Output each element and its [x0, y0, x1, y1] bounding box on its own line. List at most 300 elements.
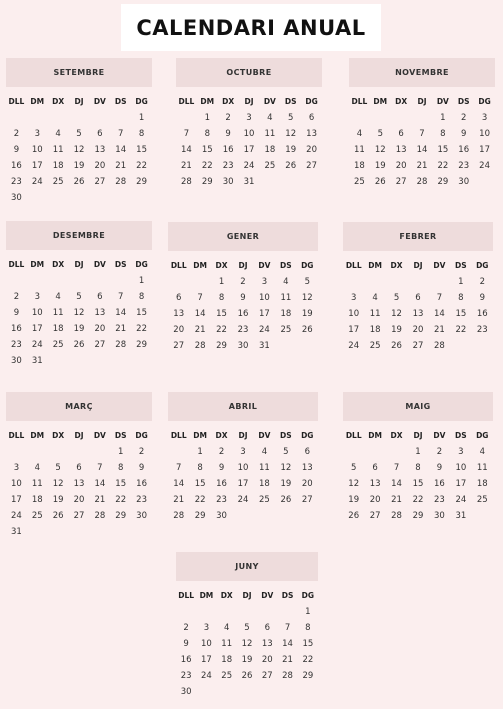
- day-cell: 22: [201, 161, 213, 171]
- day-cell: 28: [391, 511, 402, 521]
- day-cell: 18: [221, 655, 233, 665]
- day-cell: 22: [194, 495, 206, 505]
- day-cell: 16: [180, 655, 192, 665]
- day-cell: 12: [348, 479, 360, 489]
- day-cell: 6: [97, 129, 103, 139]
- day-cell: 15: [216, 309, 227, 319]
- day-cell: 21: [115, 324, 127, 334]
- day-cell: 30: [434, 511, 445, 521]
- day-cell: 2: [13, 292, 20, 302]
- day-cell: 1: [305, 607, 311, 617]
- weekday-label: DLL: [8, 431, 25, 440]
- day-cell: 30: [222, 177, 234, 187]
- day-cell: 12: [301, 293, 313, 303]
- weekday-label: DS: [114, 97, 127, 106]
- empty-cell: [48, 110, 69, 126]
- day-cell: 27: [73, 511, 85, 521]
- month-block: [176, 58, 322, 190]
- weekday-label: DG: [135, 260, 148, 269]
- day-cell: 20: [94, 324, 106, 334]
- day-cell: 3: [203, 623, 210, 633]
- day-cell: 21: [94, 495, 106, 505]
- day-cell: 6: [76, 463, 82, 473]
- month-header: NOVEMBRE: [349, 58, 495, 87]
- calendar-title-box: [121, 4, 381, 51]
- day-cell: 22: [136, 161, 147, 171]
- day-cell: 19: [301, 309, 313, 319]
- day-cell: 31: [11, 527, 22, 537]
- weekday-label: DJ: [244, 97, 254, 106]
- day-cell: 27: [369, 511, 381, 521]
- weekday-label: DG: [476, 431, 489, 440]
- weekday-label: DV: [261, 591, 274, 600]
- month-header: JUNY: [176, 552, 318, 581]
- day-cell: 28: [181, 177, 192, 187]
- day-cell: 25: [476, 495, 488, 505]
- empty-cell: [364, 274, 385, 290]
- day-cell: 19: [241, 655, 253, 665]
- day-cell: 17: [237, 479, 249, 489]
- day-cell: 8: [118, 463, 124, 473]
- day-cell: 23: [136, 495, 147, 505]
- day-cell: 30: [216, 511, 227, 521]
- day-cell: 26: [285, 161, 297, 171]
- day-cell: 24: [31, 340, 43, 350]
- day-cell: 13: [173, 309, 185, 319]
- day-cell: 11: [354, 145, 365, 155]
- empty-cell: [48, 273, 69, 289]
- day-cell: 6: [176, 293, 182, 303]
- day-cell: 17: [348, 325, 360, 335]
- empty-cell: [6, 110, 27, 126]
- weekday-label: DV: [93, 431, 106, 440]
- day-cell: 12: [280, 463, 292, 473]
- day-cell: 7: [284, 623, 291, 633]
- day-cell: 8: [305, 623, 311, 633]
- day-cell: 28: [115, 340, 127, 350]
- month-grid: [168, 258, 318, 354]
- day-cell: 24: [11, 511, 22, 521]
- day-cell: 15: [136, 308, 147, 318]
- month-header: GENER: [168, 222, 318, 251]
- day-cell: 10: [259, 293, 270, 303]
- day-cell: 23: [11, 177, 22, 187]
- month-block: [6, 392, 152, 540]
- empty-cell: [69, 444, 90, 460]
- day-cell: 30: [11, 356, 22, 366]
- day-cell: 4: [223, 623, 230, 633]
- day-cell: 16: [476, 309, 488, 319]
- day-cell: 6: [415, 293, 421, 303]
- day-cell: 4: [34, 463, 40, 473]
- day-cell: 17: [479, 145, 490, 155]
- day-cell: 19: [73, 324, 85, 334]
- weekday-label: DG: [135, 97, 148, 106]
- day-cell: 9: [461, 129, 467, 139]
- day-cell: 18: [52, 324, 64, 334]
- day-cell: 12: [73, 308, 85, 318]
- day-cell: 2: [225, 113, 231, 123]
- day-cell: 4: [356, 129, 363, 139]
- day-cell: 30: [237, 341, 249, 351]
- day-cell: 19: [285, 145, 297, 155]
- day-cell: 9: [138, 463, 145, 473]
- day-cell: 13: [261, 639, 273, 649]
- day-cell: 1: [138, 113, 145, 123]
- day-cell: 25: [31, 511, 43, 521]
- day-cell: 2: [479, 277, 485, 287]
- day-cell: 20: [173, 325, 185, 335]
- empty-cell: [6, 444, 27, 460]
- empty-cell: [69, 273, 90, 289]
- day-cell: 24: [479, 161, 490, 171]
- weekday-label: DLL: [170, 431, 187, 440]
- empty-cell: [343, 274, 364, 290]
- day-cell: 10: [348, 309, 360, 319]
- day-cell: 17: [243, 145, 255, 155]
- empty-cell: [349, 110, 370, 126]
- empty-cell: [343, 444, 364, 460]
- day-cell: 6: [372, 463, 378, 473]
- day-cell: 13: [94, 145, 106, 155]
- day-cell: 22: [302, 655, 314, 665]
- day-cell: 15: [437, 145, 449, 155]
- month-grid: [6, 94, 152, 206]
- day-cell: 30: [180, 687, 192, 697]
- empty-cell: [6, 273, 27, 289]
- day-cell: 9: [479, 293, 485, 303]
- month-block: [6, 58, 152, 206]
- day-cell: 24: [31, 177, 43, 187]
- weekday-label: DX: [390, 261, 403, 270]
- weekday-label: DG: [135, 431, 148, 440]
- empty-cell: [386, 274, 407, 290]
- weekday-label: DJ: [238, 431, 248, 440]
- day-cell: 7: [118, 292, 124, 302]
- empty-cell: [168, 444, 189, 460]
- day-cell: 1: [218, 277, 225, 287]
- day-cell: 10: [201, 639, 212, 649]
- day-cell: 13: [301, 463, 313, 473]
- weekday-label: DLL: [178, 591, 195, 600]
- day-cell: 9: [13, 145, 20, 155]
- day-cell: 14: [416, 145, 428, 155]
- day-cell: 11: [52, 145, 64, 155]
- empty-cell: [48, 444, 69, 460]
- day-cell: 15: [302, 639, 314, 649]
- day-cell: 26: [52, 511, 64, 521]
- day-cell: 6: [308, 113, 315, 123]
- day-cell: 9: [225, 129, 231, 139]
- day-cell: 11: [221, 639, 233, 649]
- day-cell: 29: [302, 671, 314, 681]
- day-cell: 14: [194, 309, 206, 319]
- weekday-label: DX: [215, 261, 228, 270]
- day-cell: 13: [73, 479, 85, 489]
- day-cell: 25: [52, 177, 64, 187]
- weekday-label: DLL: [345, 261, 362, 270]
- day-cell: 18: [354, 161, 365, 171]
- empty-cell: [110, 273, 131, 289]
- month-header: DESEMBRE: [6, 221, 152, 250]
- page-title: CALENDARI ANUAL: [136, 15, 366, 40]
- day-cell: 9: [183, 639, 189, 649]
- day-cell: 20: [73, 495, 85, 505]
- empty-cell: [407, 274, 428, 290]
- day-cell: 19: [374, 161, 386, 171]
- day-cell: 2: [13, 129, 20, 139]
- day-cell: 16: [222, 145, 234, 155]
- day-cell: 4: [479, 447, 485, 457]
- day-cell: 6: [97, 292, 103, 302]
- day-cell: 21: [115, 161, 127, 171]
- weekday-label: DM: [30, 97, 45, 106]
- weekday-label: DX: [52, 260, 65, 269]
- day-cell: 16: [11, 324, 22, 334]
- day-cell: 29: [136, 340, 147, 350]
- day-cell: 1: [440, 113, 446, 123]
- day-cell: 5: [377, 129, 383, 139]
- day-cell: 9: [218, 463, 225, 473]
- day-cell: 29: [201, 177, 213, 187]
- weekday-label: DS: [114, 431, 127, 440]
- day-cell: 15: [412, 479, 424, 489]
- day-cell: 2: [461, 113, 467, 123]
- month-grid: [6, 428, 152, 540]
- day-cell: 20: [94, 161, 106, 171]
- day-cell: 12: [285, 129, 297, 139]
- month-block: [349, 58, 495, 190]
- weekday-label: DS: [281, 591, 294, 600]
- weekday-label: DS: [284, 97, 297, 106]
- day-cell: 18: [280, 309, 292, 319]
- empty-cell: [217, 604, 237, 620]
- day-cell: 23: [434, 495, 445, 505]
- day-cell: 26: [73, 177, 85, 187]
- weekday-label: DX: [222, 97, 235, 106]
- day-cell: 13: [412, 309, 424, 319]
- day-cell: 27: [94, 177, 106, 187]
- day-cell: 2: [240, 277, 246, 287]
- month-block: [343, 222, 493, 354]
- day-cell: 24: [455, 495, 467, 505]
- day-cell: 5: [351, 463, 357, 473]
- month-grid: [176, 94, 322, 190]
- weekday-label: DM: [200, 97, 215, 106]
- empty-cell: [277, 604, 297, 620]
- day-cell: 19: [52, 495, 64, 505]
- weekday-label: DV: [93, 97, 106, 106]
- weekday-label: DV: [433, 431, 446, 440]
- weekday-label: DG: [301, 431, 314, 440]
- weekday-label: DS: [455, 431, 467, 440]
- day-cell: 17: [455, 479, 467, 489]
- day-cell: 14: [181, 145, 192, 155]
- day-cell: 17: [31, 161, 43, 171]
- day-cell: 8: [440, 129, 446, 139]
- weekday-label: DM: [30, 431, 45, 440]
- day-cell: 7: [183, 129, 190, 139]
- empty-cell: [27, 444, 48, 460]
- day-cell: 29: [136, 177, 147, 187]
- day-cell: 8: [204, 129, 210, 139]
- day-cell: 9: [240, 293, 246, 303]
- weekday-label: DLL: [170, 261, 187, 270]
- day-cell: 4: [261, 447, 268, 457]
- day-cell: 22: [455, 325, 467, 335]
- day-cell: 24: [237, 495, 249, 505]
- weekday-label: DX: [215, 431, 228, 440]
- month-header: MAIG: [343, 392, 493, 421]
- empty-cell: [364, 444, 385, 460]
- month-block: [168, 222, 318, 354]
- day-cell: 29: [194, 511, 206, 521]
- day-cell: 22: [412, 495, 424, 505]
- day-cell: 8: [415, 463, 421, 473]
- day-cell: 15: [455, 309, 467, 319]
- day-cell: 20: [412, 325, 424, 335]
- day-cell: 6: [304, 447, 310, 457]
- day-cell: 3: [246, 113, 252, 123]
- day-cell: 1: [415, 447, 421, 457]
- month-grid: [343, 428, 493, 524]
- day-cell: 8: [458, 293, 464, 303]
- day-cell: 19: [391, 325, 402, 335]
- day-cell: 8: [138, 129, 145, 139]
- day-cell: 23: [237, 325, 249, 335]
- weekday-label: DJ: [74, 431, 84, 440]
- weekday-label: DG: [301, 261, 314, 270]
- day-cell: 10: [237, 463, 249, 473]
- day-cell: 5: [244, 623, 250, 633]
- month-header: MARÇ: [6, 392, 152, 421]
- day-cell: 22: [216, 325, 227, 335]
- weekday-label: DM: [30, 260, 45, 269]
- day-cell: 5: [288, 113, 294, 123]
- day-cell: 8: [197, 463, 203, 473]
- day-cell: 15: [136, 145, 147, 155]
- weekday-label: DX: [52, 431, 65, 440]
- day-cell: 8: [218, 293, 225, 303]
- day-cell: 9: [436, 463, 443, 473]
- day-cell: 3: [13, 463, 20, 473]
- day-cell: 15: [201, 145, 213, 155]
- day-cell: 13: [395, 145, 407, 155]
- day-cell: 20: [261, 655, 273, 665]
- day-cell: 18: [369, 325, 381, 335]
- weekday-label: DLL: [8, 97, 25, 106]
- day-cell: 26: [374, 177, 386, 187]
- day-cell: 7: [393, 463, 400, 473]
- day-cell: 16: [434, 479, 445, 489]
- weekday-label: DS: [455, 261, 467, 270]
- weekday-label: DV: [433, 261, 446, 270]
- day-cell: 29: [115, 511, 127, 521]
- day-cell: 1: [138, 276, 145, 286]
- day-cell: 24: [243, 161, 255, 171]
- day-cell: 23: [11, 340, 22, 350]
- day-cell: 31: [455, 511, 467, 521]
- day-cell: 26: [73, 340, 85, 350]
- day-cell: 25: [354, 177, 365, 187]
- weekday-label: DS: [280, 261, 292, 270]
- day-cell: 16: [136, 479, 147, 489]
- day-cell: 21: [416, 161, 428, 171]
- empty-cell: [110, 110, 131, 126]
- day-cell: 22: [437, 161, 449, 171]
- day-cell: 12: [52, 479, 64, 489]
- month-header: SETEMBRE: [6, 58, 152, 87]
- day-cell: 14: [173, 479, 185, 489]
- day-cell: 14: [115, 145, 127, 155]
- empty-cell: [27, 110, 48, 126]
- day-cell: 10: [11, 479, 22, 489]
- day-cell: 2: [218, 447, 225, 457]
- month-block: [176, 552, 318, 700]
- day-cell: 18: [31, 495, 43, 505]
- day-cell: 3: [458, 447, 464, 457]
- day-cell: 11: [369, 309, 381, 319]
- day-cell: 3: [481, 113, 488, 123]
- weekday-label: DLL: [8, 260, 25, 269]
- day-cell: 5: [76, 129, 82, 139]
- day-cell: 10: [479, 129, 490, 139]
- day-cell: 4: [283, 277, 289, 287]
- day-cell: 13: [369, 479, 381, 489]
- day-cell: 14: [115, 308, 127, 318]
- day-cell: 23: [222, 161, 234, 171]
- weekday-label: DG: [478, 97, 491, 106]
- day-cell: 15: [115, 479, 127, 489]
- day-cell: 16: [237, 309, 249, 319]
- weekday-label: DM: [368, 261, 382, 270]
- day-cell: 7: [197, 293, 203, 303]
- day-cell: 3: [34, 292, 40, 302]
- day-cell: 3: [351, 293, 357, 303]
- day-cell: 7: [97, 463, 103, 473]
- weekday-label: DJ: [413, 261, 423, 270]
- weekday-label: DG: [301, 591, 315, 600]
- day-cell: 27: [301, 495, 313, 505]
- day-cell: 22: [115, 495, 127, 505]
- day-cell: 25: [221, 671, 233, 681]
- month-grid: [349, 94, 495, 190]
- month-grid: [176, 588, 318, 700]
- day-cell: 12: [241, 639, 253, 649]
- empty-cell: [370, 110, 391, 126]
- day-cell: 23: [180, 671, 192, 681]
- month-block: [6, 221, 152, 369]
- month-header: FEBRER: [343, 222, 493, 251]
- weekday-label: DS: [114, 260, 127, 269]
- day-cell: 3: [261, 277, 268, 287]
- day-cell: 11: [280, 293, 292, 303]
- day-cell: 28: [416, 177, 428, 187]
- day-cell: 4: [372, 293, 378, 303]
- weekday-label: DV: [263, 97, 276, 106]
- weekday-label: DV: [436, 97, 449, 106]
- day-cell: 30: [11, 193, 22, 203]
- day-cell: 14: [434, 309, 445, 319]
- month-header: OCTUBRE: [176, 58, 322, 87]
- weekday-label: DJ: [238, 261, 248, 270]
- day-cell: 10: [31, 308, 43, 318]
- day-cell: 19: [348, 495, 360, 505]
- day-cell: 15: [194, 479, 206, 489]
- weekday-label: DLL: [351, 97, 368, 106]
- weekday-label: DM: [193, 261, 207, 270]
- weekday-label: DG: [476, 261, 489, 270]
